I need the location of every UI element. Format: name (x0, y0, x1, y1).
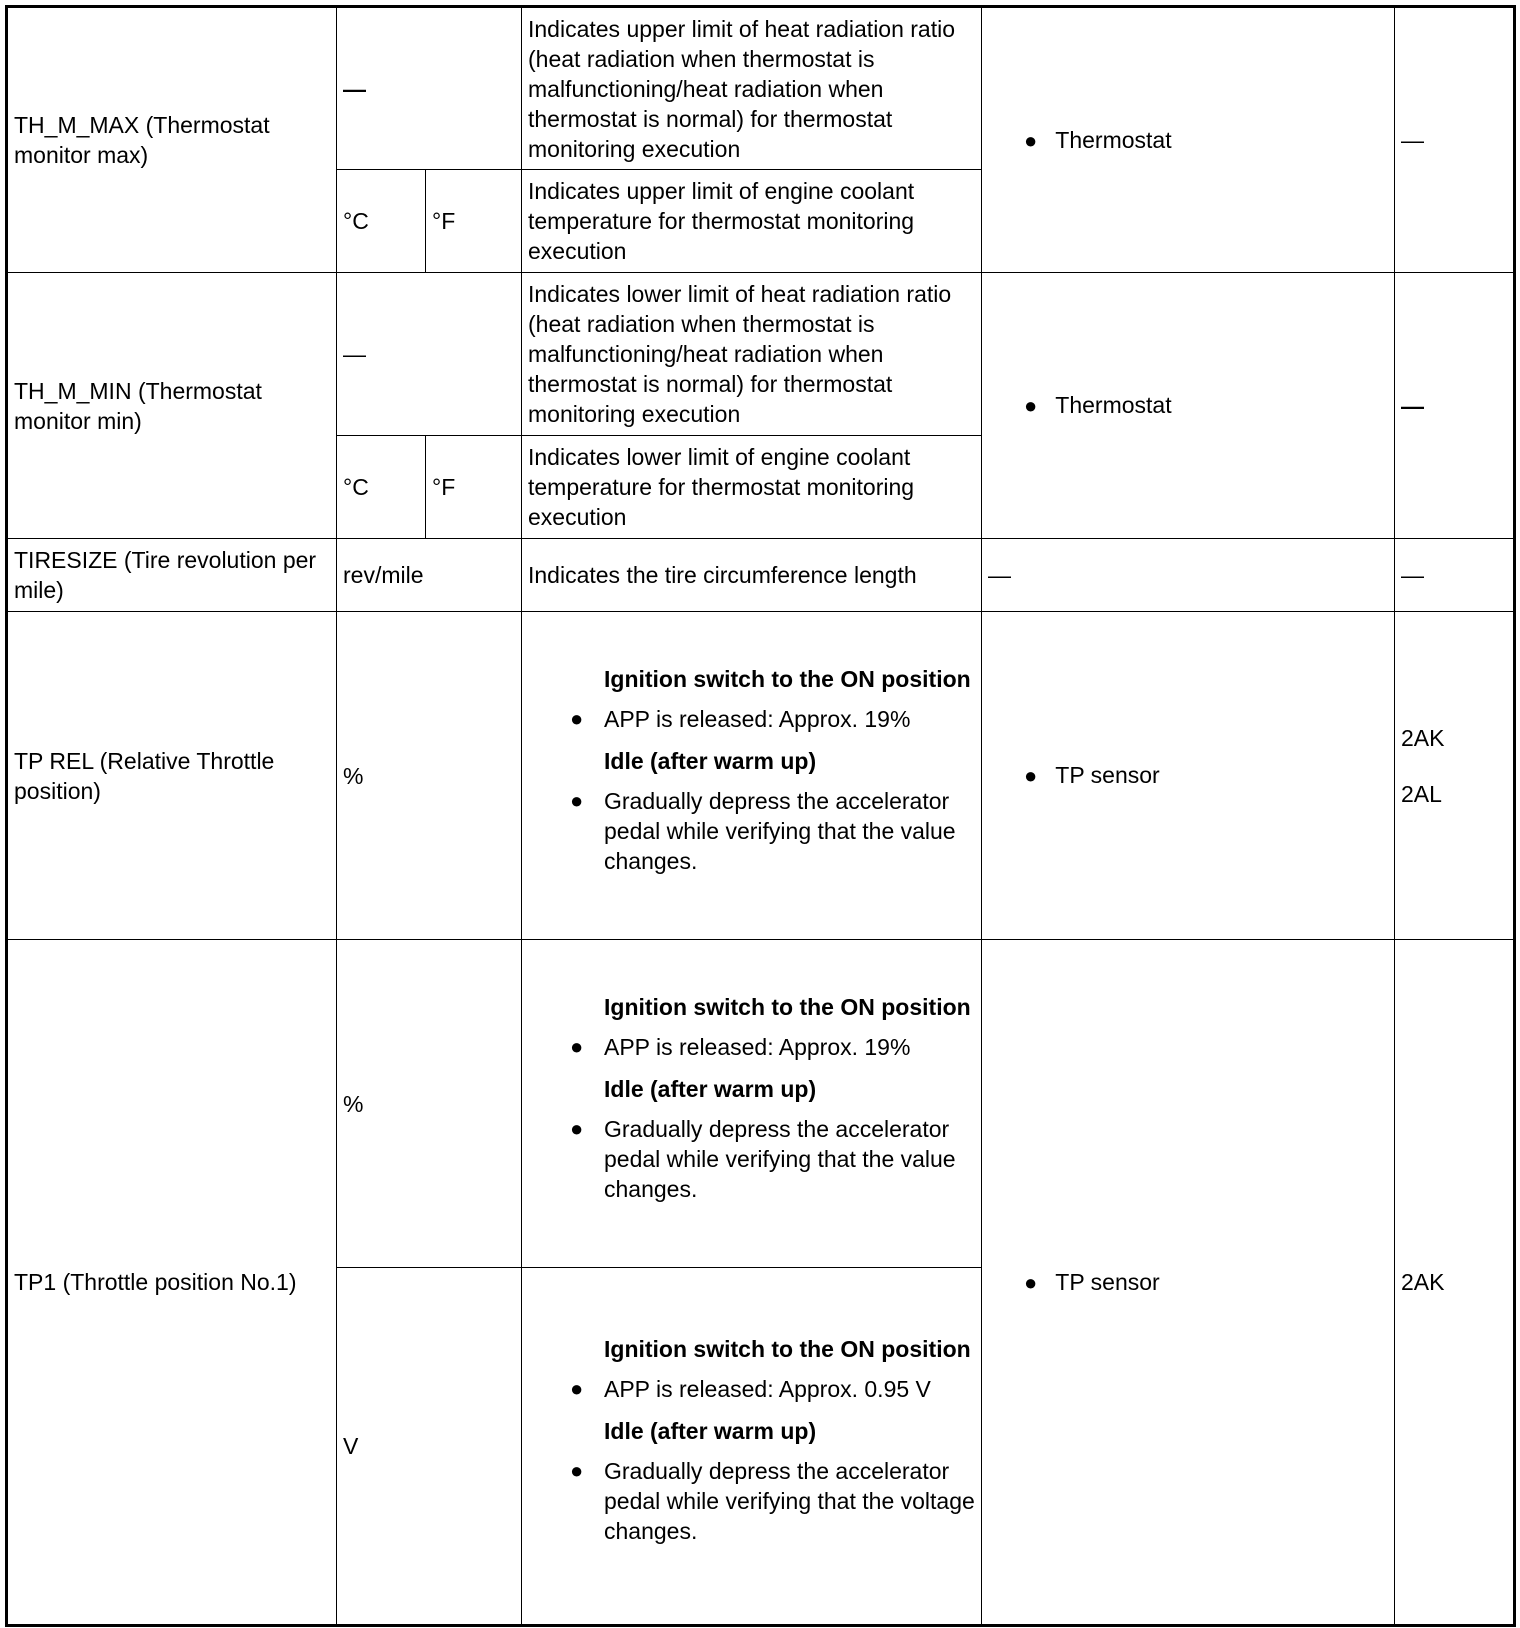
condition-item (528, 1032, 975, 1062)
condition-text: APP is released: Approx. 19% (604, 705, 911, 732)
terminal-cell: — (1395, 7, 1515, 273)
bullet-icon: ● (1024, 393, 1038, 418)
condition-text: Gradually depress the accelerator pedal while verifying that the value changes. (604, 1115, 956, 1202)
condition-item (528, 1374, 975, 1404)
table-row (7, 273, 1515, 436)
unit-cell: % (337, 612, 522, 940)
condition-heading: Ignition switch to the ON position (604, 665, 971, 692)
unit-cell: V (337, 1268, 522, 1626)
condition-cell (522, 612, 982, 940)
terminal-label: 2AK (1401, 724, 1445, 751)
bullet-icon: ● (570, 1458, 584, 1483)
condition-cell (522, 1268, 982, 1626)
bullet-icon: ● (1024, 127, 1038, 153)
component-label: TP sensor (1055, 1268, 1160, 1295)
component-cell (982, 273, 1395, 539)
component-cell (982, 7, 1395, 273)
unit-fahrenheit-cell: °F (426, 436, 522, 539)
bullet-icon: ● (1024, 763, 1038, 788)
description-cell: Indicates the tire circumference length (522, 539, 982, 612)
unit-cell: — (337, 273, 522, 436)
bullet-icon: ● (570, 1115, 584, 1141)
component-label: Thermostat (1055, 126, 1172, 153)
unit-celsius-cell: °C (337, 170, 426, 273)
condition-text: Gradually depress the accelerator pedal while verifying that the value changes. (604, 787, 956, 874)
condition-item (528, 704, 975, 734)
table-row (7, 7, 1515, 170)
item-name-cell: TH_M_MAX (Thermostat monitor max) (7, 7, 337, 273)
terminal-cell: — (1395, 273, 1515, 539)
condition-item (528, 786, 975, 876)
unit-celsius-cell: °C (337, 436, 426, 539)
item-name-cell: TH_M_MIN (Thermostat monitor min) (7, 273, 337, 539)
item-name-cell: TIRESIZE (Tire revolution per mile) (7, 539, 337, 612)
component-cell: — (982, 539, 1395, 612)
component-cell (982, 612, 1395, 940)
monitor-item-table (5, 5, 1516, 1627)
condition-text: Gradually depress the accelerator pedal while verifying that the voltage changes. (604, 1458, 975, 1544)
bullet-icon: ● (570, 705, 584, 731)
item-name-cell: TP REL (Relative Throttle position) (7, 612, 337, 940)
condition-heading: Ignition switch to the ON position (604, 993, 971, 1020)
description-cell: Indicates lower limit of engine coolant temperature for thermostat monitoring execution (522, 436, 982, 539)
condition-item (528, 1114, 975, 1204)
condition-text: APP is released: Approx. 0.95 V (604, 1376, 931, 1402)
description-cell: Indicates upper limit of heat radiation ratio (heat radiation when thermostat is malfunctioning/heat radiation when thermostat is normal) for thermostat monitoring execution (522, 7, 982, 170)
unit-cell: rev/mile (337, 539, 522, 612)
description-cell: Indicates upper limit of engine coolant temperature for thermostat monitoring execution (522, 170, 982, 273)
item-name-cell: TP1 (Throttle position No.1) (7, 940, 337, 1626)
terminal-label: 2AL (1401, 780, 1442, 807)
component-cell (982, 940, 1395, 1626)
condition-heading: Idle (after warm up) (604, 1075, 817, 1102)
description-cell: Indicates lower limit of heat radiation ratio (heat radiation when thermostat is malfunctioning/heat radiation when thermostat is normal) for thermostat monitoring execution (522, 273, 982, 436)
bullet-icon: ● (570, 787, 584, 813)
condition-heading: Ignition switch to the ON position (604, 1336, 971, 1362)
condition-item (528, 1456, 975, 1546)
terminal-cell: — (1395, 539, 1515, 612)
table-row (7, 940, 1515, 1268)
terminal-cell: 2AK (1395, 940, 1515, 1626)
bullet-icon: ● (570, 1376, 584, 1401)
table-row (7, 612, 1515, 940)
table-row (7, 539, 1515, 612)
condition-cell (522, 940, 982, 1268)
terminal-cell (1395, 612, 1515, 940)
unit-fahrenheit-cell: °F (426, 170, 522, 273)
unit-cell: % (337, 940, 522, 1268)
condition-heading: Idle (after warm up) (604, 1418, 817, 1444)
unit-cell: — (337, 7, 522, 170)
component-label: Thermostat (1055, 392, 1172, 418)
bullet-icon: ● (1024, 1269, 1038, 1295)
condition-text: APP is released: Approx. 19% (604, 1033, 911, 1060)
component-label: TP sensor (1055, 762, 1160, 788)
condition-heading: Idle (after warm up) (604, 747, 817, 774)
bullet-icon: ● (570, 1033, 584, 1059)
